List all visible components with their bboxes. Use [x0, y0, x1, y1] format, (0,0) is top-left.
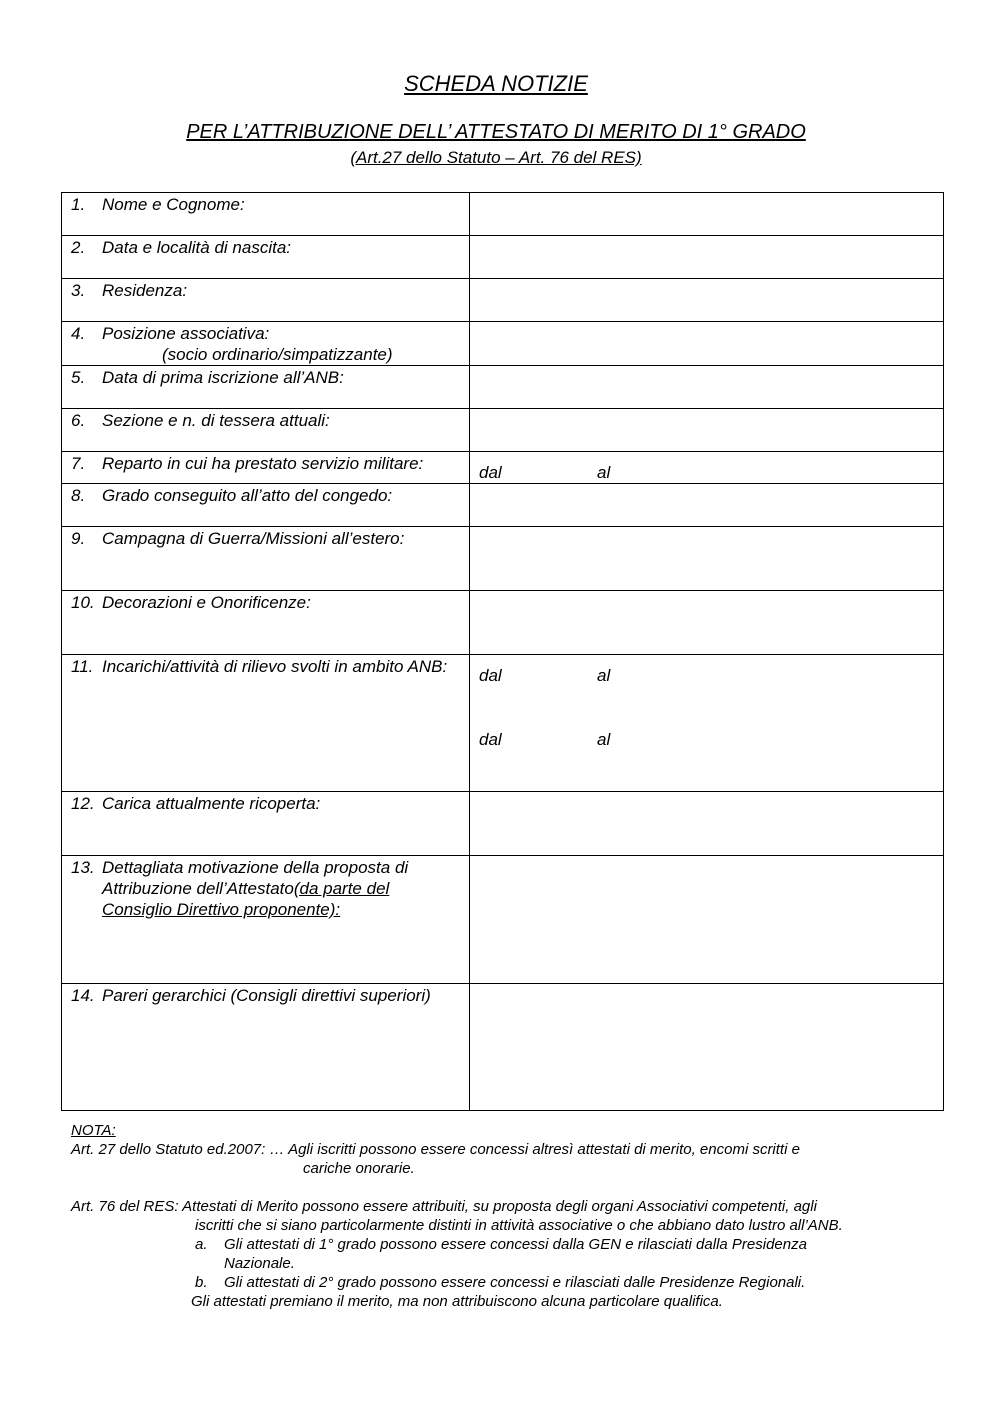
form-row-motivation [62, 856, 944, 984]
form-row-military-unit [62, 452, 944, 484]
notes-heading: NOTA: [71, 1122, 116, 1139]
notes-section [71, 1121, 931, 1311]
field-birth[interactable] [470, 236, 944, 279]
list-item-text: Nazionale. [224, 1255, 295, 1272]
field-anb-roles[interactable] [470, 655, 944, 792]
row-number: 7. [71, 454, 86, 473]
row-label: Grado conseguito all’atto del congedo: [102, 486, 393, 505]
field-campaigns[interactable] [470, 527, 944, 591]
dal-label: dal [479, 730, 502, 749]
row-number: 6. [71, 411, 86, 430]
row-number: 10. [71, 593, 95, 612]
row-number: 11. [71, 657, 94, 676]
form-row-birth [62, 236, 944, 279]
row-number: 1. [71, 195, 86, 214]
row-label: Campagna di Guerra/Missioni all’estero: [102, 529, 405, 548]
form-row-campaigns [62, 527, 944, 591]
dal-label: dal [479, 463, 502, 482]
form-row-residence [62, 279, 944, 322]
statute-reference: (Art.27 dello Statuto – Art. 76 del RES) [350, 148, 642, 167]
al-label: al [597, 730, 611, 749]
row-label-underlined: (da parte del Consiglio Direttivo proponente): [102, 879, 390, 919]
field-name[interactable] [470, 193, 944, 236]
list-item-a-continued [71, 1254, 931, 1273]
row-label: Incarichi/attività di rilievo svolti in ambito ANB: [102, 657, 448, 676]
row-label: Carica attualmente ricoperta: [102, 794, 321, 813]
page-subtitle: PER L’ATTRIBUZIONE DELL’ ATTESTATO DI MERITO DI 1° GRADO [186, 121, 806, 143]
field-decorations[interactable] [470, 591, 944, 655]
field-position[interactable] [470, 322, 944, 366]
form-table [61, 192, 944, 1111]
row-number: 2. [71, 238, 86, 257]
list-marker: b. [195, 1274, 208, 1291]
row-label: Data di prima iscrizione all’ANB: [102, 368, 344, 387]
form-row-name [62, 193, 944, 236]
form-row-rank [62, 484, 944, 527]
row-label: Pareri gerarchici (Consigli direttivi superiori) [102, 986, 431, 1005]
row-number: 14. [71, 986, 95, 1005]
field-current-role[interactable] [470, 792, 944, 856]
row-number: 13. [71, 858, 95, 877]
row-sublabel: (socio ordinario/simpatizzante) [162, 345, 393, 364]
field-opinions[interactable] [470, 984, 944, 1111]
list-marker: a. [195, 1236, 208, 1253]
row-number: 4. [71, 324, 86, 343]
art27-line: Art. 27 dello Statuto ed.2007: … Agli iscritti possono essere concessi altresì attestati di merito, encomi scritti e [71, 1141, 800, 1158]
al-label: al [597, 463, 611, 482]
form-row-current-role [62, 792, 944, 856]
row-number: 8. [71, 486, 86, 505]
row-label: Posizione associativa: [102, 324, 270, 343]
page-title: SCHEDA NOTIZIE [404, 71, 588, 96]
field-first-enrollment[interactable] [470, 366, 944, 409]
field-rank[interactable] [470, 484, 944, 527]
field-motivation[interactable] [470, 856, 944, 984]
row-label: Decorazioni e Onorificenze: [102, 593, 311, 612]
al-label: al [597, 666, 611, 685]
form-row-first-enrollment [62, 366, 944, 409]
field-military-unit[interactable] [470, 452, 944, 484]
dal-label: dal [479, 666, 502, 685]
list-item-b [71, 1273, 931, 1292]
row-label: Data e località di nascita: [102, 238, 291, 257]
field-section[interactable] [470, 409, 944, 452]
row-label: Reparto in cui ha prestato servizio militare: [102, 454, 424, 473]
form-row-anb-roles [62, 655, 944, 792]
art27-line: cariche onorarie. [303, 1160, 415, 1177]
form-row-opinions [62, 984, 944, 1111]
list-item-a [71, 1235, 931, 1254]
row-number: 3. [71, 281, 86, 300]
row-number: 5. [71, 368, 86, 387]
row-label: Sezione e n. di tessera attuali: [102, 411, 330, 430]
row-label: Residenza: [102, 281, 188, 300]
form-row-section [62, 409, 944, 452]
art76-line: Art. 76 del RES: Attestati di Merito possono essere attribuiti, su proposta degli organi Associativi competenti, agli [71, 1198, 817, 1215]
row-label: Nome e Cognome: [102, 195, 245, 214]
row-number: 12. [71, 794, 95, 813]
form-row-position [62, 322, 944, 366]
list-item-text: Gli attestati di 2° grado possono essere concessi e rilasciati dalle Presidenze Regionali. [224, 1274, 806, 1291]
row-number: 9. [71, 529, 86, 548]
art76-line: iscritti che si siano particolarmente distinti in attività associative o che abbiano dato lustro all’ANB. [195, 1217, 843, 1234]
field-residence[interactable] [470, 279, 944, 322]
row-label: Dettagliata motivazione della proposta di Attribuzione dell’Attestato [102, 858, 409, 898]
closing-line: Gli attestati premiano il merito, ma non attribuiscono alcuna particolare qualifica. [191, 1293, 723, 1310]
list-item-text: Gli attestati di 1° grado possono essere concessi dalla GEN e rilasciati dalla Presidenza [224, 1236, 807, 1253]
form-row-decorations [62, 591, 944, 655]
